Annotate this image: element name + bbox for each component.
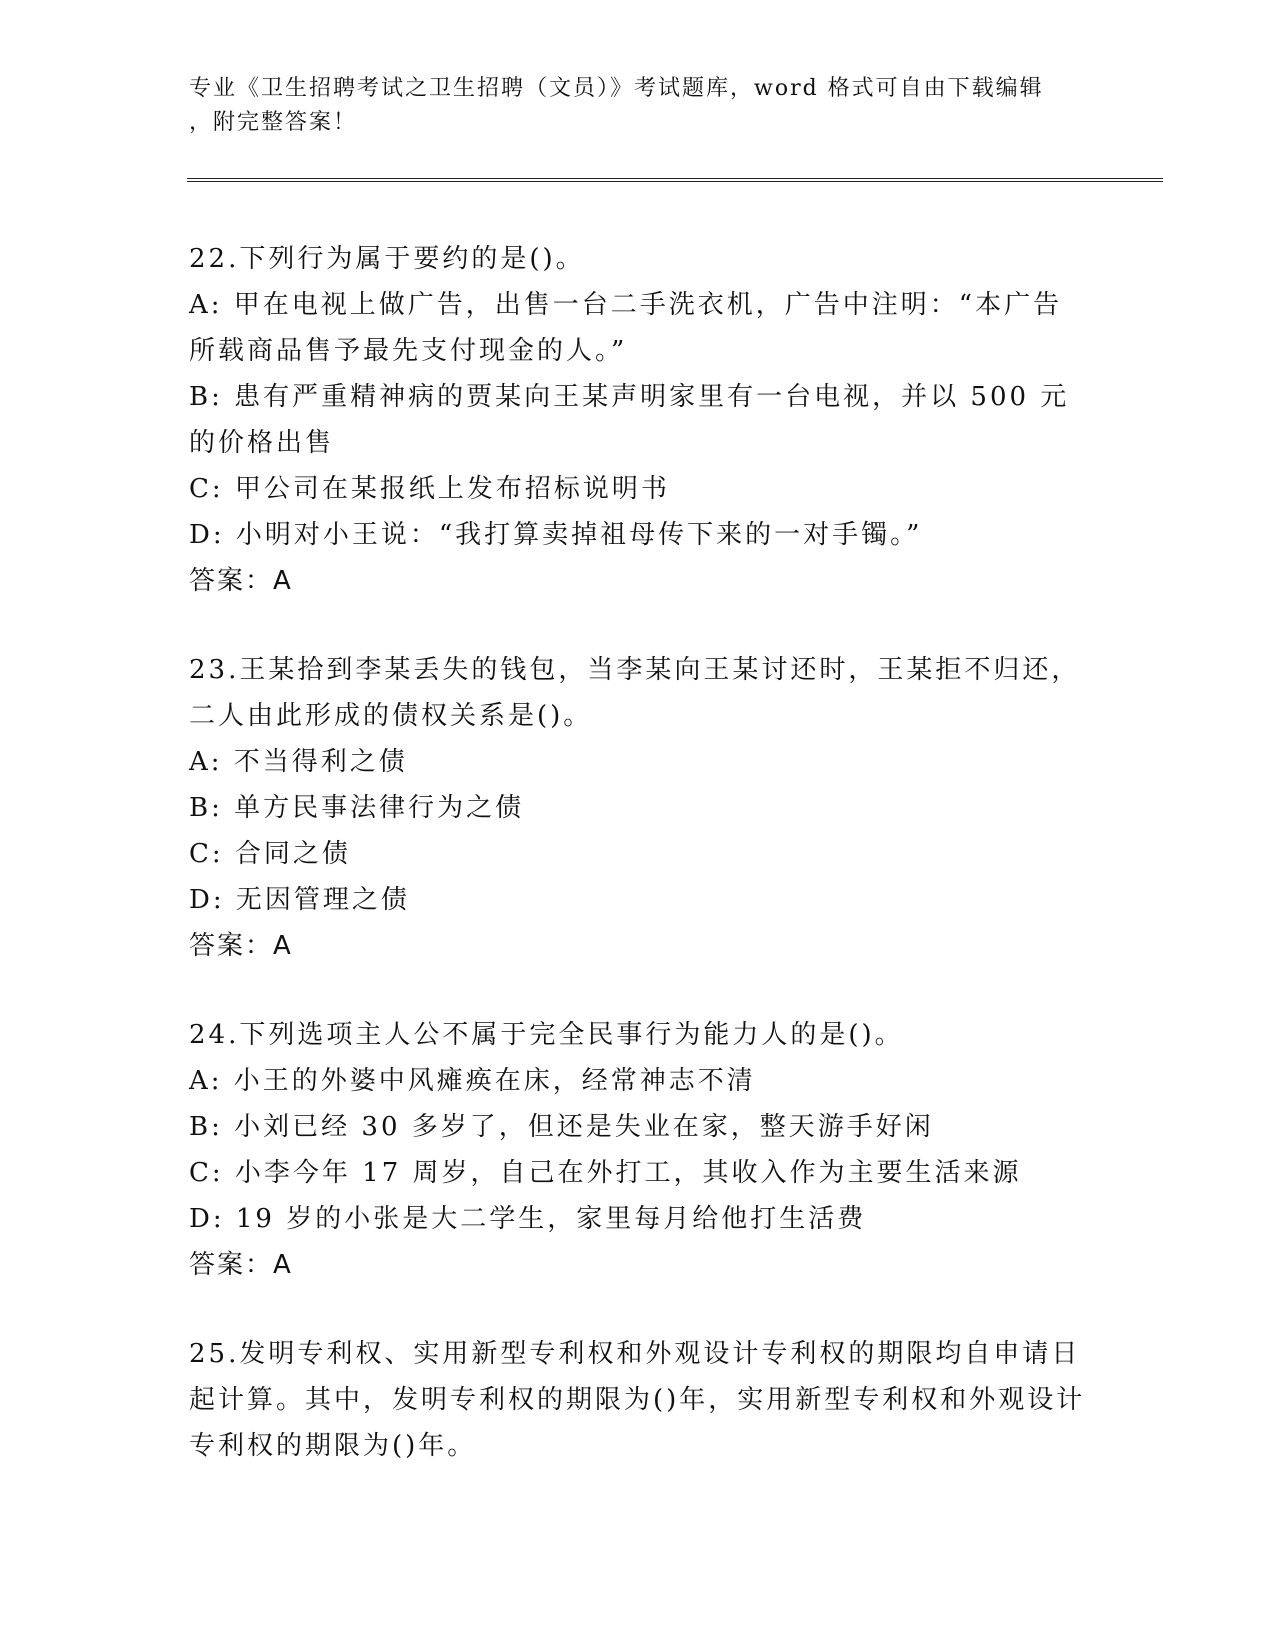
question-list xyxy=(189,236,1089,1512)
option-c: C: 合同之债 xyxy=(189,839,351,869)
question-22 xyxy=(189,236,1089,604)
question-stem: 22.下列行为属于要约的是()。 xyxy=(189,244,585,274)
option-b: B: 小刘已经 30 多岁了，但还是失业在家，整天游手好闲 xyxy=(189,1112,934,1142)
option-a: A: 甲在电视上做广告，出售一台二手洗衣机，广告中注明：“本广告所载商品售予最先支付现金的人。” xyxy=(189,290,1063,366)
answer-line: 答案：A xyxy=(189,566,293,596)
option-c: C: 甲公司在某报纸上发布招标说明书 xyxy=(189,474,670,504)
question-stem: 24.下列选项主人公不属于完全民事行为能力人的是()。 xyxy=(189,1020,904,1050)
header-line-2: ，附完整答案！ xyxy=(189,110,358,135)
option-b: B: 患有严重精神病的贾某向王某声明家里有一台电视，并以 500 元的价格出售 xyxy=(189,382,1070,458)
answer-line: 答案：A xyxy=(189,1250,293,1280)
document-header xyxy=(189,72,1069,140)
answer-line: 答案：A xyxy=(189,931,293,961)
option-a: A: 不当得利之债 xyxy=(189,747,408,777)
option-b: B: 单方民事法律行为之债 xyxy=(189,793,525,823)
header-line-1: 专业《卫生招聘考试之卫生招聘（文员）》考试题库，word 格式可自由下载编辑 xyxy=(189,76,1044,101)
option-d: D: 19 岁的小张是大二学生，家里每月给他打生活费 xyxy=(189,1204,867,1234)
header-divider xyxy=(187,178,1163,182)
option-d: D: 小明对小王说：“我打算卖掉祖母传下来的一对手镯。” xyxy=(189,520,923,550)
question-25 xyxy=(189,1331,1089,1469)
option-c: C: 小李今年 17 周岁，自己在外打工，其收入作为主要生活来源 xyxy=(189,1158,1022,1188)
question-23 xyxy=(189,647,1089,969)
option-d: D: 无因管理之债 xyxy=(189,885,410,915)
question-stem: 23.王某拾到李某丢失的钱包，当李某向王某讨还时，王某拒不归还，二人由此形成的债权关系是()。 xyxy=(189,655,1081,731)
question-24 xyxy=(189,1012,1089,1288)
option-a: A: 小王的外婆中风瘫痪在床，经常神志不清 xyxy=(189,1066,756,1096)
question-stem: 25.发明专利权、实用新型专利权和外观设计专利权的期限均自申请日起计算。其中，发明专利权的期限为()年，实用新型专利权和外观设计专利权的期限为()年。 xyxy=(189,1339,1086,1461)
